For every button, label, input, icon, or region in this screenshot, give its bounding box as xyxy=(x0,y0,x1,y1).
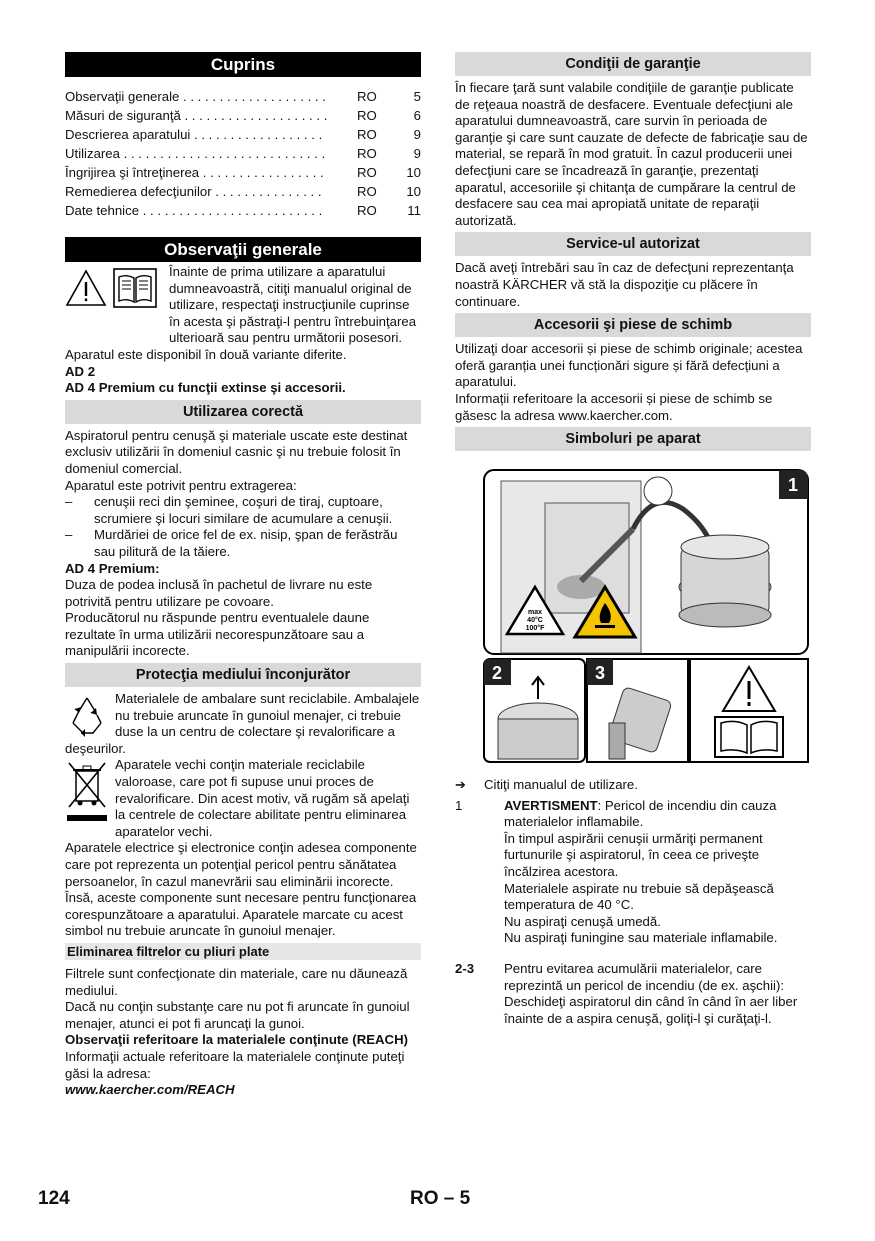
toc-row xyxy=(65,182,421,201)
toc-lang: RO xyxy=(357,165,377,180)
general-variants: Aparatul este disponibil în două variante diferite. xyxy=(65,346,347,362)
env-p6: Informaţii actuale referitoare la materialele conţinute puteţi găsi la adresa: xyxy=(65,1048,405,1081)
page-number: 124 xyxy=(38,1188,70,1209)
toc-lang: RO xyxy=(357,127,377,142)
premium-label: AD 4 Premium: xyxy=(65,560,160,576)
toc-row xyxy=(65,125,421,144)
list-item: – cenuşii reci din şeminee, coşuri de tiraj, cuptoare, scrumiere şi locuri similare de acumulare a cenuşii. xyxy=(65,494,393,526)
toc-title: Utilizarea . . . . . . . . . . . . . . . . . . . . . . . . . . . . xyxy=(65,146,326,161)
correct-use-p2: Aparatul este potrivit pentru extragerea: xyxy=(65,477,297,493)
toc-page: 10 xyxy=(406,184,421,199)
accessories-title: Accesorii şi piese de schimb xyxy=(455,313,811,337)
crossed-bin-icon xyxy=(65,759,109,825)
symbols-title: Simboluri pe aparat xyxy=(455,427,811,451)
env-p2: Aparatele vechi conţin materiale reciclabile valoroase, care pot fi supuse unui proces de revalorificare. Din acest motiv, vă rugăm să apelaţi la centrele de colectare abilitate pentru eliminarea aparatelor vechi. xyxy=(115,757,410,839)
env-weee-block xyxy=(65,757,421,840)
toc-page: 5 xyxy=(413,89,421,104)
toc-lang: RO xyxy=(357,184,377,199)
panel-2-badge: 2 xyxy=(491,663,503,684)
env-p5: Dacă nu conţin substanţe care nu pot fi aruncate în gunoiul menajer, atunci ei pot fi aruncaţi la gunoi. xyxy=(65,999,410,1031)
filters-title: Eliminarea filtrelor cu pliuri plate xyxy=(65,943,421,960)
max-label: max xyxy=(527,609,543,617)
toc-page: 10 xyxy=(406,165,421,180)
toc-title: Cuprins xyxy=(65,52,421,77)
read-manual-text: Citiţi manualul de utilizare. xyxy=(484,777,638,793)
environment-title: Protecţia mediului înconjurător xyxy=(65,663,421,687)
toc-page: 11 xyxy=(407,203,421,218)
accessories-p1: Utilizaţi doar accesorii și piese de schimb originale; acestea oferă garanția unei funcționări sigure și fără defecțiuni a aparatului. xyxy=(455,341,803,390)
warranty-text: În fiecare ţară sunt valabile condiţiile de garanţie publicate de reţeaua noastră de desfacere. Eventuale defecţiuni ale aparatului dumneavoastră, care survin în perioada de garanţie şi care sunt cauzate de defecte de fabricaţie sau de material, se repară în mod gratuit. În cazul producerii unei defecţiuni care se încadrează în garanţie, prezentaţi aparatul, accesoriile şi chitanţa de cumpărare la centrul de desfacere sau cea mai apropiată unitate de reparaţii autorizată. xyxy=(455,80,808,228)
symbol-item-1: 1 AVERTISMENT: Pericol de incendiu din cauza materialelor inflamabile. În timpul aspirării cenuşii urmăriţi permanent furtunurile şi aspiratorul, în ceea ce priveşte încălzirea acestora. Materialele aspirate nu trebuie să depăşească temperatura de 40 °C. Nu aspiraţi cenuşă umedă. Nu aspiraţi funingine sau materiale inflamabile. xyxy=(455,797,778,946)
list-item: – Murdăriei de orice fel de ex. nisip, şpan de ferăstrău sau pilitură de la tăiere. xyxy=(65,527,398,559)
variant-ad4: AD 4 Premium cu funcţii extinse şi accesorii. xyxy=(65,380,346,396)
toc-title: Măsuri de siguranţă . . . . . . . . . . . . . . . . . . . . xyxy=(65,108,328,123)
temp-c-label: 40°C xyxy=(527,617,543,625)
toc-row xyxy=(65,163,421,182)
arrow-icon: ➔ xyxy=(455,777,467,793)
toc-row xyxy=(65,87,421,106)
symbol-item-2-3: 2-3 Pentru evitarea acumulării materialelor, care reprezintă un pericol de incendiu (de ex. aşchii): Deschideţi aspiratorul din când în când în aer liber înainte de a aspira cenuşă, goliţi-l şi curăţaţi-l. xyxy=(455,961,798,1026)
warranty-title: Condiţii de garanţie xyxy=(455,52,811,76)
left-column xyxy=(65,52,421,1099)
panel-3-badge: 3 xyxy=(594,663,606,684)
intro-icons xyxy=(65,262,169,347)
reach-title: Observaţii referitoare la materialele conţinute (REACH) xyxy=(65,1032,408,1048)
toc-row xyxy=(65,144,421,163)
correct-use-title: Utilizarea corectă xyxy=(65,400,421,424)
env-p1: Materialele de ambalare sunt reciclabile. Ambalajele nu trebuie aruncate în gunoiul menajer, ci trebuie duse la un centru de colectare şi revalorificare a deşeurilor. xyxy=(65,691,420,756)
general-intro-block xyxy=(65,262,421,347)
accessories-p2: Informații referitoare la accesorii și piese de schimb se găsesc la adresa www.kaercher.com. xyxy=(455,390,773,423)
read-manual-row xyxy=(455,777,811,794)
general-intro-text: Înainte de prima utilizare a aparatului dumneavoastră, citiţi manualul original de utilizare, respectaţi instrucţiunile cuprinse în acesta şi păstraţi-l pentru întrebuinţarea ulterioară sau pentru următorii posesori. xyxy=(169,264,417,346)
toc-page: 9 xyxy=(413,146,421,161)
symbols-figure xyxy=(483,469,809,763)
correct-use-p3: Duza de podea inclusă în pachetul de livrare nu este potrivită pentru utilizare pe covoare. xyxy=(65,577,373,609)
toc-title: Remedierea defecţiunilor . . . . . . . . . . . . . . . xyxy=(65,184,322,199)
env-p3: Aparatele electrice şi electronice conţin adesea componente care pot reprezenta un potenţial pericol pentru sănătatea persoanelor, în cazul manevrării sau eliminării incorecte. Însă, aceste componente sunt necesare pentru funcţionarea corespunzătoare a aparatului. Aparatele marcate cu acest simbol nu trebuie aruncate în gunoiul menajer. xyxy=(65,840,417,939)
table-of-contents xyxy=(65,87,421,220)
toc-page: 9 xyxy=(413,127,421,142)
correct-use-p4: Producătorul nu răspunde pentru eventualele daune rezultate în urma utilizării necorespunzătoare sau a manipulării incorecte. xyxy=(65,610,370,659)
right-column xyxy=(455,52,811,1027)
toc-lang: RO xyxy=(357,203,377,218)
warning-triangle-icon xyxy=(65,268,107,308)
service-text: Dacă aveţi întrebări sau în caz de defecţuni reprezentanţa noastră KÄRCHER vă stă la dispoziţie cu plăcere în continuare. xyxy=(455,260,794,309)
manual-book-icon xyxy=(113,268,157,308)
recycle-icon xyxy=(65,693,109,737)
toc-lang: RO xyxy=(357,108,377,123)
toc-page: 6 xyxy=(413,108,421,123)
toc-title: Date tehnice . . . . . . . . . . . . . . . . . . . . . . . . . xyxy=(65,203,323,218)
toc-title: Îngrijirea şi întreţinerea . . . . . . . . . . . . . . . . . xyxy=(65,165,324,180)
temp-f-label: 100°F xyxy=(525,625,545,633)
panel-1-badge: 1 xyxy=(787,475,799,496)
general-title: Observaţii generale xyxy=(65,237,421,262)
device-symbols-illustration xyxy=(483,469,809,763)
env-p4: Filtrele sunt confecţionate din materiale, care nu dăunează mediului. xyxy=(65,965,408,998)
service-title: Service-ul autorizat xyxy=(455,232,811,256)
env-recycle-block xyxy=(65,691,421,757)
toc-title: Descrierea aparatului . . . . . . . . . . . . . . . . . . xyxy=(65,127,323,142)
toc-lang: RO xyxy=(357,146,377,161)
toc-row xyxy=(65,201,421,220)
toc-row xyxy=(65,106,421,125)
toc-lang: RO xyxy=(357,89,377,104)
toc-title: Observaţii generale . . . . . . . . . . . . . . . . . . . . xyxy=(65,89,326,104)
reach-url: www.kaercher.com/REACH xyxy=(65,1082,235,1098)
section-indicator: RO – 5 xyxy=(410,1188,471,1209)
variant-ad2: AD 2 xyxy=(65,363,96,379)
correct-use-p1: Aspiratorul pentru cenuşă şi materiale uscate este destinat exclusiv utilizării în domeniul casnic şi nu trebuie folosit în domeniul comercial. xyxy=(65,427,408,476)
